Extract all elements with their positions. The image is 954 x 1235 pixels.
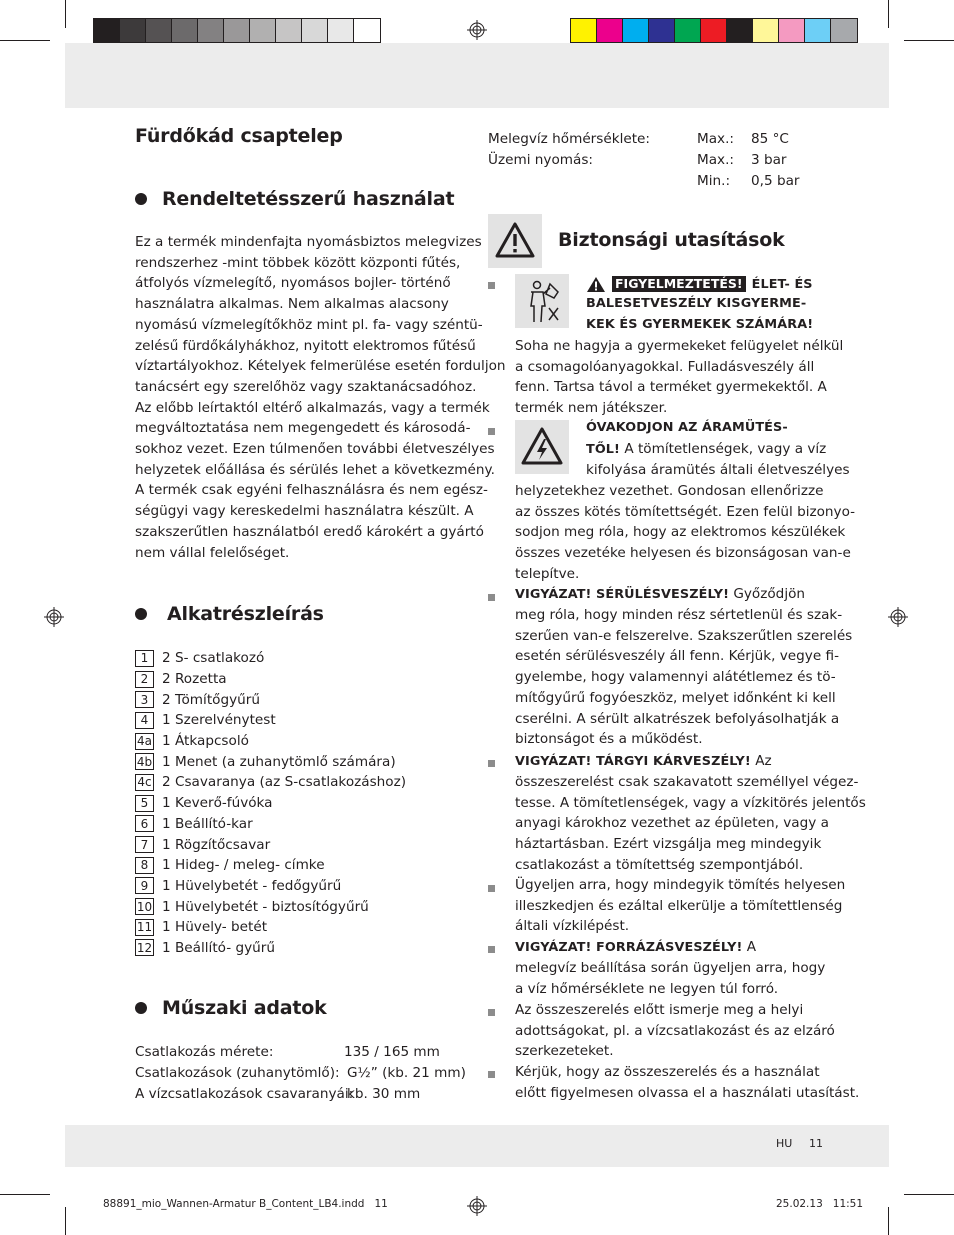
text-line: zelésű fürdőkályhákhoz, nyitott elektromos fűtésű	[135, 337, 476, 354]
warning2-line2	[586, 439, 826, 461]
spec-value: 3 bar	[751, 152, 787, 168]
text-line: Az összeszerelés előtt ismerje meg a helyi	[515, 1002, 804, 1018]
color-swatch	[597, 19, 623, 42]
list-bullet	[488, 760, 495, 767]
color-swatch	[354, 19, 380, 42]
tech-value: 135 / 165 mm	[344, 1044, 440, 1060]
part-number-box: 8	[135, 857, 154, 874]
bold-label: VIGYÁZAT! FORRÁZÁSVESZÉLY!	[515, 940, 743, 955]
section-heading-parts	[135, 603, 324, 625]
b3-first-line	[515, 584, 805, 606]
part-item	[135, 751, 465, 772]
part-item	[135, 710, 465, 731]
heading-text: Rendeltetésszerű használat	[162, 188, 455, 210]
text-line: mítőgyűrű fogyóeszköz, melyet időnként ki kell	[515, 689, 836, 706]
text-line: Az előbb leírtaktól eltérő alkalmazás, vagy a termék	[135, 399, 490, 416]
color-swatch	[172, 19, 198, 42]
text-line: szerűen van-e felszerelve. Szakszerűtlen szerelés	[515, 627, 853, 644]
warning1-text	[515, 336, 844, 419]
color-swatch	[302, 19, 328, 42]
part-item	[135, 814, 465, 835]
text-line: Ez a termék mindenfajta nyomásbiztos melegvizes	[135, 234, 482, 250]
text-line: esetén sérülésveszély áll fenn. Kérjük, vegye fi-	[515, 648, 839, 665]
text-line: telepítve.	[515, 565, 580, 582]
part-label: 1 Beállító-kar	[162, 815, 253, 832]
part-number-box: 3	[135, 691, 154, 708]
part-number-box: 1	[135, 650, 154, 667]
text-line: sodjon meg róla, hogy az elektromos készülékek	[515, 524, 846, 541]
b5-text	[515, 875, 846, 937]
text-line: szakszerűtlen használatból eredő károkért a gyártó	[135, 523, 484, 540]
part-item	[135, 834, 465, 855]
color-swatch	[649, 19, 675, 42]
intended-use-paragraph	[135, 232, 506, 563]
warning-caps: KEK ÉS GYERMEKEK SZÁMÁRA!	[586, 317, 814, 332]
warning-triangle-small-icon	[586, 276, 606, 293]
warning-caps: BALESETVESZÉLY KISGYERME-	[586, 296, 807, 311]
part-label: 1 Beállító- gyűrű	[162, 939, 275, 956]
text-line: anyagi károkhoz vezethet az épületen, vagy a	[515, 815, 829, 832]
text-line: termék nem játékszer.	[515, 400, 668, 417]
part-item	[135, 896, 465, 917]
color-swatch	[328, 19, 354, 42]
part-item	[135, 876, 465, 897]
part-label: 1 Menet (a zuhanytömlő számára)	[162, 753, 396, 770]
list-bullet	[488, 1009, 495, 1016]
spec-value: 0,5 bar	[751, 173, 800, 189]
registration-mark-icon	[888, 607, 908, 627]
color-swatch	[779, 19, 805, 42]
warning-label: FIGYELMEZTETÉS!	[612, 276, 746, 292]
list-bullet	[488, 428, 495, 435]
color-swatch	[571, 19, 597, 42]
crop-mark	[65, 1207, 66, 1235]
b6-text	[515, 958, 835, 999]
registration-mark-icon	[467, 20, 487, 40]
text-line: szerkezeteket.	[515, 1043, 614, 1060]
header-band	[65, 43, 889, 108]
text-line: melegvíz beállítása során ügyeljen arra, hogy	[515, 960, 826, 976]
color-swatch	[675, 19, 701, 42]
part-label: 1 Rögzítőcsavar	[162, 836, 271, 853]
text-line: fenn. Tartsa távol a terméket gyermekektől. A	[515, 379, 827, 396]
text-line: használatra alkalmas. Nem alkalmas alacsony	[135, 296, 449, 313]
spec-qualifier: Max.:	[697, 152, 735, 168]
color-swatch	[250, 19, 276, 42]
bold-label: VIGYÁZAT! SÉRÜLÉSVESZÉLY!	[515, 587, 730, 602]
text-line: cserélni. A sérült alkatrészek befolyásolhatják a	[515, 710, 840, 727]
part-label: 1 Hideg- / meleg- címke	[162, 857, 325, 874]
part-number-box: 11	[136, 920, 153, 935]
text-line: adottságokat, pl. a vízcsatlakozást és az elzáró	[515, 1022, 835, 1039]
text-line: A termék csak egyéni felhasználásra és nem egész-	[135, 482, 488, 499]
text-line: helyzetek előállása és sérülés lehet a következmény.	[135, 461, 495, 478]
part-number-box: 7	[135, 836, 154, 853]
part-label: 1 Hüvely- betét	[162, 919, 268, 936]
color-swatch	[224, 19, 250, 42]
part-item	[135, 855, 465, 876]
text-line: csatlakozást a tömítettség szempontjából.	[515, 856, 804, 873]
crop-mark	[65, 0, 66, 28]
text-line: ségügyi vagy kereskedelmi használatra készült. A	[135, 503, 474, 520]
process-color-bar	[570, 18, 858, 43]
part-label: 1 Szerelvénytest	[162, 712, 276, 729]
part-label: 1 Hüvelybetét - biztosítógyűrű	[162, 898, 369, 915]
bullet-dot-icon	[135, 608, 147, 620]
part-number-box: 4c	[135, 774, 154, 791]
text-line: előtt figyelmesen olvassa el a használati utasítást.	[515, 1084, 860, 1101]
part-label: 2 Tömítőgyűrű	[162, 691, 260, 708]
part-number-box: 2	[135, 671, 154, 688]
list-bullet	[488, 594, 495, 601]
text-line: Soha ne hagyja a gyermekeket felügyelet nélkül	[515, 338, 844, 354]
text-line: meg róla, hogy minden rész sértetlenül és szak-	[515, 607, 843, 623]
list-bullet	[488, 946, 495, 953]
text-line: háztartásban. Ezért vizsgálja meg mindegyik	[515, 836, 822, 853]
color-swatch	[727, 19, 753, 42]
language-code: HU	[776, 1137, 793, 1150]
color-swatch	[831, 19, 857, 42]
text-line: a csomagolóanyagokkal. Fulladásveszély áll	[515, 358, 815, 375]
spec-label: Üzemi nyomás:	[488, 152, 593, 168]
page-number: 11	[809, 1137, 823, 1150]
crop-mark	[888, 1207, 889, 1235]
part-number-box: 4	[135, 712, 154, 729]
part-item	[135, 648, 465, 669]
child-hazard-icon	[522, 278, 562, 324]
page-title: Fürdőkád csaptelep	[135, 125, 343, 147]
crop-mark	[904, 40, 954, 41]
color-swatch	[623, 19, 649, 42]
b4-first-line	[515, 751, 772, 773]
part-number-box: 6	[135, 815, 154, 832]
part-number-box: 4a	[137, 734, 152, 749]
tech-label: A vízcsatlakozások csavaranyái:	[135, 1086, 354, 1102]
part-number-box: 12	[136, 940, 153, 955]
crop-mark	[0, 40, 50, 41]
warning2-line3: kifolyása áramütés általi életveszélyes	[586, 462, 850, 478]
part-item	[135, 793, 465, 814]
text-line: Ügyeljen arra, hogy mindegyik tömítés helyesen	[515, 877, 846, 893]
text-line: víztartályokhoz. Kételyek felmerülése esetén forduljon	[135, 358, 506, 375]
parts-list	[135, 648, 465, 958]
text-line: illeszkedjen és ezáltal elkerülje a tömítettlenség	[515, 897, 843, 914]
section-heading-tech	[135, 997, 327, 1019]
print-date: 25.02.13 11:51	[776, 1198, 864, 1210]
color-swatch	[276, 19, 302, 42]
part-item	[135, 731, 465, 752]
text-line: nyomású vízmelegítőkhöz mint pl. fa- vagy széntü-	[135, 316, 483, 333]
text-line: tesse. A tömítetlenségek, vagy a vízkitörés jelentős	[515, 794, 866, 811]
text-line: átfolyós vízmelegítő, nyomásos bojler- történő	[135, 275, 451, 292]
text-line: helyzetekhez vezethet. Gondosan ellenőrizze	[515, 483, 824, 499]
text-span: Az	[750, 753, 772, 769]
b7-text	[515, 1000, 835, 1062]
list-bullet	[488, 282, 495, 289]
part-label: 1 Hüvelybetét - fedőgyűrű	[162, 877, 342, 894]
color-swatch	[701, 19, 727, 42]
heading-text: Műszaki adatok	[162, 997, 327, 1019]
color-swatch	[120, 19, 146, 42]
text-span: Győződjön	[729, 586, 806, 602]
tech-value: kb. 30 mm	[347, 1086, 421, 1102]
text-span: A	[742, 939, 757, 955]
file-info: 88891_mio_Wannen-Armatur B_Content_LB4.indd 11	[103, 1198, 388, 1210]
part-number-box: 4b	[136, 754, 153, 769]
text-line: gyelembe, hogy valamennyi alátétlemez és tö-	[515, 669, 836, 686]
spec-qualifier: Max.:	[697, 131, 735, 147]
text-line: sokhoz vezet. Ezen túlmenően további életveszélyes	[135, 441, 495, 458]
text-line: biztonságot és a működést.	[515, 731, 703, 748]
part-number-box: 5	[135, 795, 154, 812]
heading-text: Alkatrészleírás	[167, 603, 324, 625]
spec-label: Melegvíz hőmérséklete:	[488, 131, 650, 147]
part-item	[135, 938, 465, 959]
text-line: az összes kötés tömítettségét. Ezen felül bizonyo-	[515, 503, 856, 520]
tech-label: Csatlakozások (zuhanytömlő):	[135, 1065, 340, 1081]
part-label: 1 Keverő-fúvóka	[162, 795, 273, 812]
crop-mark	[904, 1194, 954, 1195]
warning-triangle-icon	[495, 222, 535, 258]
part-number-box: 9	[135, 877, 154, 894]
b8-text	[515, 1062, 860, 1103]
spec-qualifier: Min.:	[697, 173, 731, 189]
color-swatch	[753, 19, 779, 42]
text-line: a víz hőmérséklete ne legyen túl forró.	[515, 980, 779, 997]
safety-heading: Biztonsági utasítások	[558, 229, 785, 251]
crop-mark	[888, 0, 889, 28]
part-label: 2 Rozetta	[162, 671, 227, 688]
list-bullet	[488, 885, 495, 892]
text-line: rendszerhez -mint többek között központi fűtés,	[135, 254, 461, 271]
b4-text	[515, 772, 866, 876]
spec-value: 85 °C	[751, 131, 789, 147]
part-item	[135, 917, 465, 938]
text-line: nem vállal felelőséget.	[135, 544, 290, 561]
color-swatch	[805, 19, 831, 42]
part-label: 2 Csavaranya (az S-csatlakozáshoz)	[162, 774, 407, 791]
registration-mark-icon	[467, 1196, 487, 1216]
footer-band	[65, 1125, 889, 1167]
section-heading-intended-use	[135, 188, 454, 210]
text-line: összes vezetéke helyesen és bizonságosan van-e	[515, 545, 851, 562]
color-swatch	[146, 19, 172, 42]
bullet-dot-icon	[135, 193, 147, 205]
part-item	[135, 772, 465, 793]
b3-text	[515, 605, 853, 750]
text-line: megváltoztatása nem megengedett és károsodá-	[135, 420, 471, 437]
warning-caps: ÉLET- ÉS	[751, 276, 813, 292]
warning-caps: ÓVAKODJON AZ ÁRAMÜTÉS-	[586, 420, 788, 435]
text-line: általi vízkilépést.	[515, 918, 630, 935]
list-bullet	[488, 1071, 495, 1078]
warning2-text	[515, 481, 856, 585]
text-line: összeszerelést csak szakavatott személlyel végez-	[515, 774, 859, 790]
bold-label: VIGYÁZAT! TÁRGYI KÁRVESZÉLY!	[515, 754, 751, 769]
part-item	[135, 669, 465, 690]
registration-mark-icon	[44, 607, 64, 627]
warning1-header	[586, 274, 813, 294]
b6-first-line	[515, 937, 756, 959]
warning-caps: TŐL!	[586, 442, 620, 457]
part-label: 2 S- csatlakozó	[162, 650, 265, 667]
color-swatch	[94, 19, 120, 42]
text-line: Kérjük, hogy az összeszerelés és a használat	[515, 1064, 820, 1080]
tech-value: G½” (kb. 21 mm)	[347, 1065, 466, 1081]
part-number-box: 10	[136, 899, 153, 914]
tech-label: Csatlakozás mérete:	[135, 1044, 274, 1060]
part-item	[135, 689, 465, 710]
text-span: A tömítetlenségek, vagy a víz	[620, 441, 827, 457]
electric-shock-icon	[521, 427, 563, 465]
grayscale-color-bar	[93, 18, 381, 43]
part-label: 1 Átkapcsoló	[162, 733, 249, 750]
text-line: tanácsért egy szerelőhöz vagy szaktanácsadóhoz.	[135, 378, 477, 395]
crop-mark	[0, 1194, 50, 1195]
bullet-dot-icon	[135, 1002, 147, 1014]
color-swatch	[198, 19, 224, 42]
